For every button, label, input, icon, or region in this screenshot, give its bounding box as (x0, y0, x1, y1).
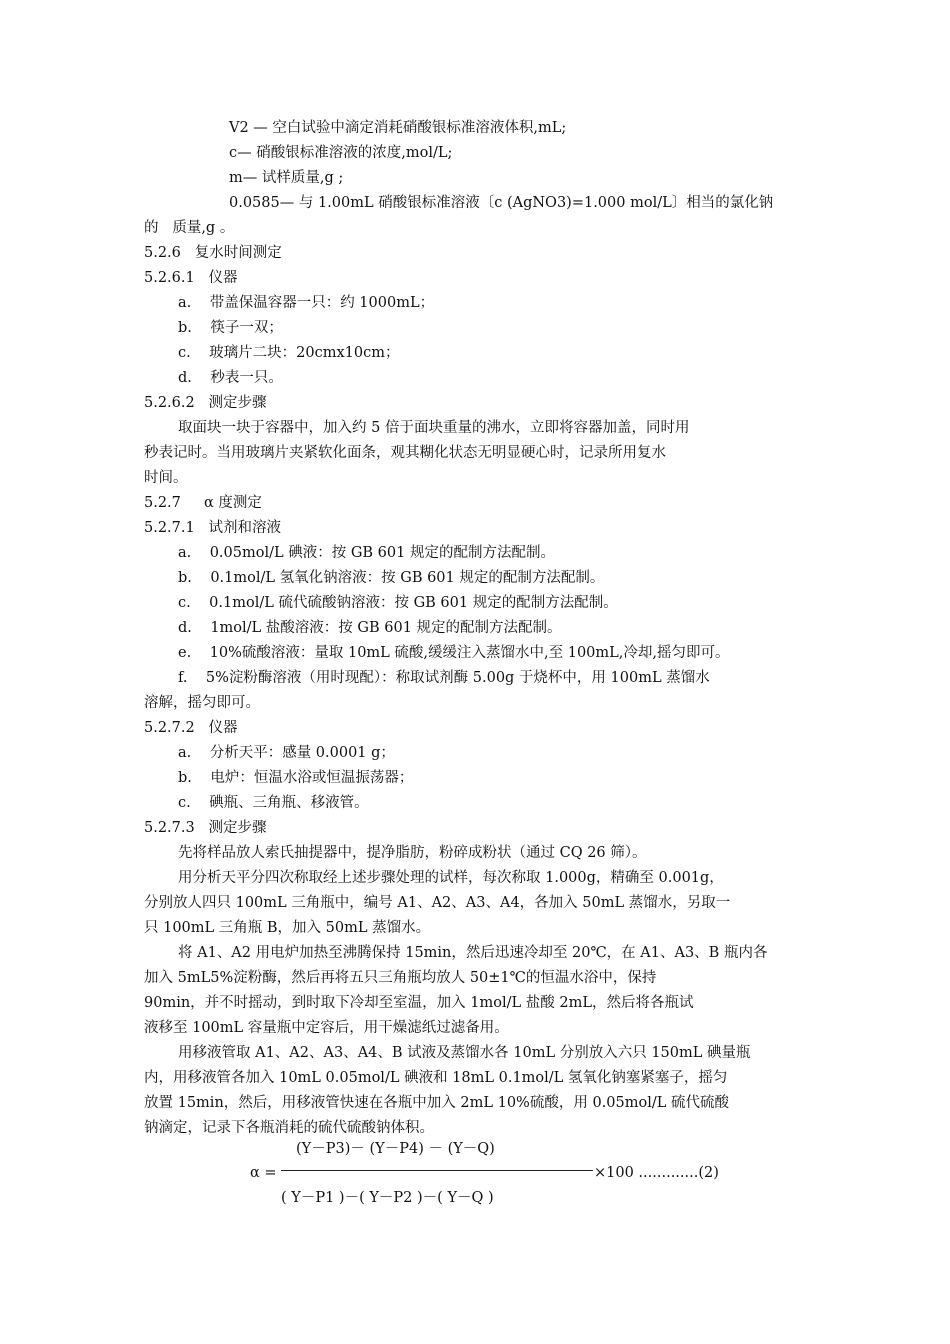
paragraph-line: 秒表记时。当用玻璃片夹紧软化面条，观其糊化状态无明显硬心时，记录所用复水 (144, 445, 666, 461)
list-item: c. 碘瓶、三角瓶、移液管。 (178, 795, 369, 811)
list-item: d. 1mol/L 盐酸溶液：按 GB 601 规定的配制方法配制。 (178, 620, 562, 636)
paragraph-line: 钠滴定，记录下各瓶消耗的硫代硫酸钠体积。 (144, 1120, 434, 1136)
section-heading: 5.2.6.1 仪器 (144, 270, 238, 286)
paragraph-line: 用分析天平分四次称取经上述步骤处理的试样，每次称取 1.000g，精确至 0.001g， (178, 870, 724, 886)
section-heading: 5.2.7.1 试剂和溶液 (144, 520, 282, 536)
section-heading: 5.2.7.3 测定步骤 (144, 820, 267, 836)
list-item: b. 0.1mol/L 氢氧化钠溶液：按 GB 601 规定的配制方法配制。 (178, 570, 605, 586)
section-heading: 5.2.7 α 度测定 (144, 495, 262, 511)
formula-lhs: α = (250, 1165, 277, 1181)
list-item: a. 带盖保温容器一只：约 1000mL； (178, 295, 435, 311)
list-item: c. 玻璃片二块：20cmx10cm； (178, 345, 400, 361)
list-item: b. 电炉：恒温水浴或恒温振荡器； (178, 770, 414, 786)
paragraph-line: 加入 5mL5%淀粉酶，然后再将五只三角瓶均放人 50±1℃的恒温水浴中，保持 (144, 970, 657, 986)
text-line: 0.0585— 与 1.00mL 硝酸银标准溶液〔c (AgNO3)=1.000 mol/L〕相当的氯化钠 (229, 195, 774, 211)
formula-denominator: ( Y－P1 )－( Y－P2 )－( Y－Q ) (281, 1190, 494, 1206)
paragraph-line: 90min，并不时摇动，到时取下冷却至室温，加入 1mol/L 盐酸 2mL，然后将各瓶试 (144, 995, 694, 1011)
paragraph-line: 液移至 100mL 容量瓶中定容后，用干燥滤纸过滤备用。 (144, 1020, 509, 1036)
list-item: e. 10%硫酸溶液：量取 10mL 硫酸,缓缓注入蒸馏水中,至 100mL,冷却,摇匀即可。 (178, 645, 730, 661)
section-heading: 5.2.7.2 仪器 (144, 720, 238, 736)
paragraph-line: 将 A1、A2 用电炉加热至沸腾保持 15min，然后迅速冷却至 20℃，在 A1、A3、B 瓶内各 (178, 945, 768, 961)
paragraph-line: 取面块一块于容器中，加入约 5 倍于面块重量的沸水，立即将容器加盖，同时用 (178, 420, 690, 436)
text-line: c— 硝酸银标准溶液的浓度,mol/L; (229, 145, 453, 161)
list-item: d. 秒表一只。 (178, 370, 283, 386)
list-item: a. 0.05mol/L 碘液：按 GB 601 规定的配制方法配制。 (178, 545, 555, 561)
paragraph-line: 先将样品放人索氏抽提器中，提净脂肪，粉碎成粉状（通过 CQ 26 筛）。 (178, 845, 647, 861)
formula-numerator: (Y－P3)－ (Y－P4) － (Y－Q) (296, 1141, 495, 1157)
text-line: 的 质量,g 。 (144, 220, 235, 236)
paragraph-line: 只 100mL 三角瓶 B，加入 50mL 蒸馏水。 (144, 920, 431, 936)
paragraph-line: 放置 15min，然后，用移液管快速在各瓶中加入 2mL 10%硫酸，用 0.05mol/L 硫代硫酸 (144, 1095, 729, 1111)
formula-rhs: ×100 .............(2) (594, 1165, 719, 1181)
paragraph-line: 内，用移液管各加入 10mL 0.05mol/L 碘液和 18mL 0.1mol/L 氢氧化钠塞紧塞子，摇匀 (144, 1070, 728, 1086)
fraction-bar (281, 1170, 593, 1171)
text-line: m— 试样质量,g ; (229, 170, 344, 186)
section-heading: 5.2.6.2 测定步骤 (144, 395, 267, 411)
list-item: c. 0.1mol/L 硫代硫酸钠溶液：按 GB 601 规定的配制方法配制。 (178, 595, 618, 611)
list-item: a. 分析天平：感量 0.0001 g； (178, 745, 395, 761)
section-heading: 5.2.6 复水时间测定 (144, 245, 282, 261)
paragraph-line: 分别放人四只 100mL 三角瓶中，编号 A1、A2、A3、A4，各加入 50mL 蒸馏水，另取一 (144, 895, 731, 911)
text-line: V2 — 空白试验中滴定消耗硝酸银标准溶液体积,mL; (229, 120, 567, 136)
paragraph-line: 溶解，摇匀即可。 (144, 695, 260, 711)
list-item: f. 5%淀粉酶溶液（用时现配）：称取试剂酶 5.00g 于烧杯中，用 100mL 蒸馏水 (178, 670, 710, 686)
list-item: b. 筷子一双； (178, 320, 283, 336)
paragraph-line: 用移液管取 A1、A2、A3、A4、B 试液及蒸馏水各 10mL 分别放入六只 150mL 碘量瓶 (178, 1045, 751, 1061)
paragraph-line: 时间。 (144, 470, 188, 486)
